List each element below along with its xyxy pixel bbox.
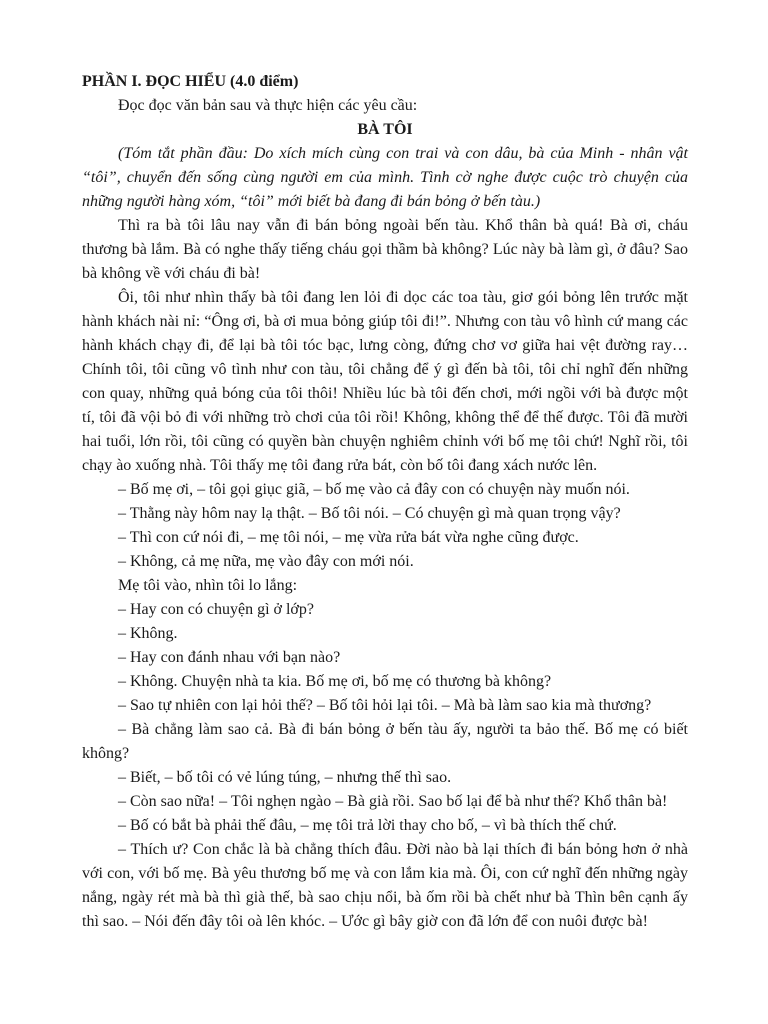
dialogue-line: – Không, cả mẹ nữa, mẹ vào đây con mới nói.: [118, 553, 414, 570]
paragraph: Ôi, tôi như nhìn thấy bà tôi đang len lỏi đi dọc các toa tàu, giơ gói bỏng lên trước mặt hành khách nài nỉ: “Ông ơi, bà ơi mua bỏng giúp tôi đi!”. Nhưng con tàu vô hình cứ mang các hành khách chạy đi, để lại bà tôi tóc bạc, lưng còng, đứng chơ vơ giữa hai vệt đường ray… Chính tôi, tôi cũng vô tình như con tàu, tôi chẳng để ý gì đến bà tôi, tôi chỉ nghĩ đến những con quay, những quả bóng của tôi thôi! Nhiều lúc bà tôi đến chơi, mới ngồi với bà được một tí, tôi đã vội bỏ đi với những trò chơi của tôi rồi! Không, không thể để thế được. Tôi đã mười hai tuổi, lớn rồi, tôi cũng có quyền bàn chuyện nghiêm chỉnh với bố mẹ tôi chứ! Nghĩ rồi, tôi chạy ào xuống nhà. Tôi thấy mẹ tôi đang rửa bát, còn bố tôi đang xách nước lên.: [82, 289, 688, 474]
dialogue-line: – Hay con đánh nhau với bạn nào?: [118, 649, 341, 666]
document-page: [82, 70, 688, 934]
dialogue-line: Mẹ tôi vào, nhìn tôi lo lắng:: [118, 577, 298, 594]
dialogue-line: – Không. Chuyện nhà ta kia. Bố mẹ ơi, bố mẹ có thương bà không?: [118, 673, 552, 690]
story-summary: (Tóm tắt phần đầu: Do xích mích cùng con trai và con dâu, bà của Minh - nhân vật “tôi”, chuyển đến sống cùng người em của mình. Tình cờ nghe được cuộc trò chuyện của những người hàng xóm, “tôi” mới biết bà đang đi bán bỏng ở bến tàu.): [82, 145, 688, 210]
paragraph: Thì ra bà tôi lâu nay vẫn đi bán bỏng ngoài bến tàu. Khổ thân bà quá! Bà ơi, cháu thương bà lắm. Bà có nghe thấy tiếng cháu gọi thầm bà không? Lúc này bà làm gì, ở đâu? Sao bà không về với cháu đi bà!: [82, 217, 688, 282]
section-heading: PHẦN I. ĐỌC HIỂU (4.0 điểm): [82, 73, 299, 90]
dialogue-line: – Thích ư? Con chắc là bà chẳng thích đâu. Đời nào bà lại thích đi bán bỏng hơn ở nhà với con, với bố mẹ. Bà yêu thương bố mẹ và con lắm kia mà. Ôi, con cứ nghĩ đến những ngày nắng, ngày rét mà bà thì già thế, bà sao chịu nổi, bà ốm rồi bà chết như bà Thìn bên cạnh ấy thì sao. – Nói đến đây tôi oà lên khóc. – Ước gì bây giờ con đã lớn để con nuôi được bà!: [82, 841, 688, 930]
instruction-text: Đọc đọc văn bản sau và thực hiện các yêu cầu:: [118, 97, 418, 114]
dialogue-line: – Bà chẳng làm sao cả. Bà đi bán bỏng ở bến tàu ấy, người ta bảo thế. Bố mẹ có biết không?: [82, 721, 688, 762]
dialogue-line: – Thằng này hôm nay lạ thật. – Bố tôi nói. – Có chuyện gì mà quan trọng vậy?: [118, 505, 621, 522]
story-title: BÀ TÔI: [357, 121, 413, 138]
dialogue-line: – Còn sao nữa! – Tôi nghẹn ngào – Bà già rồi. Sao bố lại để bà như thế? Khổ thân bà!: [118, 793, 668, 810]
dialogue-line: – Bố mẹ ơi, – tôi gọi giục giã, – bố mẹ vào cả đây con có chuyện này muốn nói.: [118, 481, 630, 498]
dialogue-line: – Bố có bắt bà phải thế đâu, – mẹ tôi trả lời thay cho bố, – vì bà thích thế chứ.: [118, 817, 617, 834]
dialogue-line: – Thì con cứ nói đi, – mẹ tôi nói, – mẹ vừa rửa bát vừa nghe cũng được.: [118, 529, 579, 546]
dialogue-line: – Không.: [118, 625, 178, 642]
dialogue-line: – Sao tự nhiên con lại hỏi thế? – Bố tôi hỏi lại tôi. – Mà bà làm sao kia mà thương?: [118, 697, 652, 714]
dialogue-line: – Hay con có chuyện gì ở lớp?: [118, 601, 314, 618]
dialogue-line: – Biết, – bố tôi có vẻ lúng túng, – nhưng thế thì sao.: [118, 769, 452, 786]
